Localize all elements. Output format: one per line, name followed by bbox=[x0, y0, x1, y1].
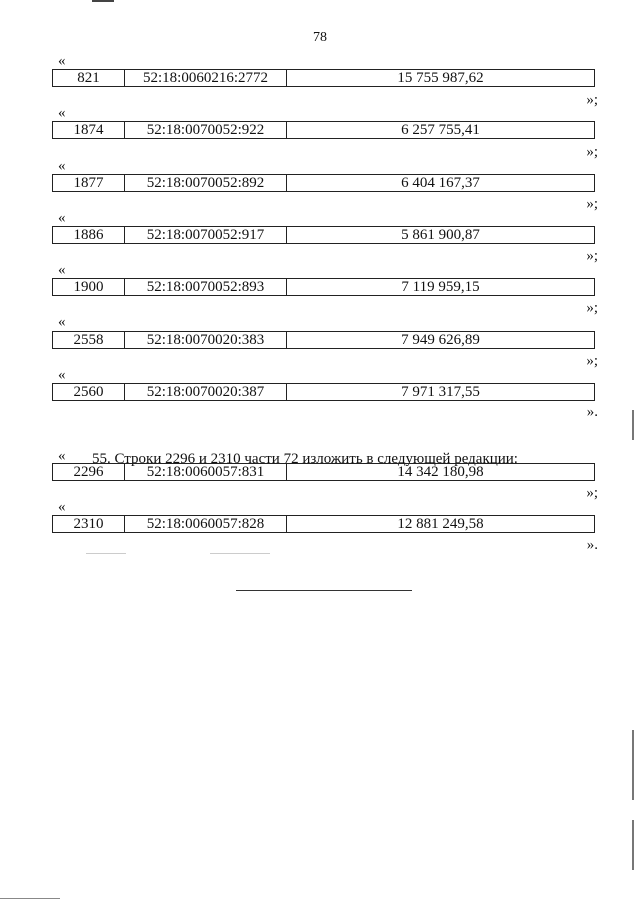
close-quote: »; bbox=[586, 353, 598, 369]
cadastral-number-cell: 52:18:0070052:917 bbox=[125, 227, 287, 243]
cadastral-number-cell: 52:18:0060216:2772 bbox=[125, 70, 287, 86]
cadastral-value-cell: 5 861 900,87 bbox=[401, 226, 480, 243]
row-number-cell: 2310 bbox=[53, 516, 125, 532]
scan-artifact bbox=[0, 898, 60, 899]
table-row bbox=[52, 383, 595, 401]
cadastral-value-cell: 15 755 987,62 bbox=[397, 69, 484, 86]
scan-edge-mark bbox=[632, 820, 634, 870]
open-quote: « bbox=[58, 499, 66, 515]
close-quote: »; bbox=[586, 92, 598, 108]
scan-artifact bbox=[86, 553, 126, 554]
table-row bbox=[52, 515, 595, 533]
open-quote: « bbox=[58, 367, 66, 383]
amendment-paragraph: 55. Строки 2296 и 2310 части 72 изложить в следующей редакции: bbox=[92, 451, 518, 467]
open-quote: « bbox=[58, 448, 66, 464]
table-row bbox=[52, 69, 595, 87]
cadastral-number-cell: 52:18:0060057:831 bbox=[125, 464, 287, 480]
open-quote: « bbox=[58, 314, 66, 330]
close-quote: »; bbox=[586, 300, 598, 316]
scan-edge-mark bbox=[632, 730, 634, 800]
table-row bbox=[52, 174, 595, 192]
cadastral-value-cell: 6 257 755,41 bbox=[401, 121, 480, 138]
row-number-cell: 2558 bbox=[53, 332, 125, 348]
cadastral-number-cell: 52:18:0070052:922 bbox=[125, 122, 287, 138]
row-number-cell: 1900 bbox=[53, 279, 125, 295]
cadastral-number-cell: 52:18:0070020:383 bbox=[125, 332, 287, 348]
close-quote: »; bbox=[586, 485, 598, 501]
separator-line bbox=[236, 590, 412, 591]
row-number-cell: 1874 bbox=[53, 122, 125, 138]
cadastral-value-cell: 7 119 959,15 bbox=[401, 278, 480, 295]
open-quote: « bbox=[58, 210, 66, 226]
page-number: 78 bbox=[313, 30, 327, 45]
cadastral-value-cell: 6 404 167,37 bbox=[401, 174, 480, 191]
open-quote: « bbox=[58, 262, 66, 278]
cadastral-value-cell: 12 881 249,58 bbox=[397, 515, 484, 532]
open-quote: « bbox=[58, 53, 66, 69]
table-row bbox=[52, 226, 595, 244]
scan-artifact bbox=[210, 553, 270, 554]
table-row bbox=[52, 463, 595, 481]
scan-mark bbox=[92, 0, 114, 2]
scan-edge-mark bbox=[632, 410, 634, 440]
table-row bbox=[52, 331, 595, 349]
table-row bbox=[52, 121, 595, 139]
row-number-cell: 821 bbox=[53, 70, 125, 86]
open-quote: « bbox=[58, 158, 66, 174]
row-number-cell: 1877 bbox=[53, 175, 125, 191]
cadastral-number-cell: 52:18:0070020:387 bbox=[125, 384, 287, 400]
close-quote: »; bbox=[586, 196, 598, 212]
cadastral-number-cell: 52:18:0070052:893 bbox=[125, 279, 287, 295]
cadastral-value-cell: 14 342 180,98 bbox=[397, 463, 484, 480]
cadastral-number-cell: 52:18:0060057:828 bbox=[125, 516, 287, 532]
close-quote: »; bbox=[586, 248, 598, 264]
close-quote: ». bbox=[586, 537, 598, 553]
table-row bbox=[52, 278, 595, 296]
open-quote: « bbox=[58, 105, 66, 121]
close-quote: »; bbox=[586, 144, 598, 160]
cadastral-value-cell: 7 971 317,55 bbox=[401, 383, 480, 400]
cadastral-number-cell: 52:18:0070052:892 bbox=[125, 175, 287, 191]
row-number-cell: 2296 bbox=[53, 464, 125, 480]
row-number-cell: 2560 bbox=[53, 384, 125, 400]
row-number-cell: 1886 bbox=[53, 227, 125, 243]
cadastral-value-cell: 7 949 626,89 bbox=[401, 331, 480, 348]
close-quote: ». bbox=[586, 404, 598, 420]
